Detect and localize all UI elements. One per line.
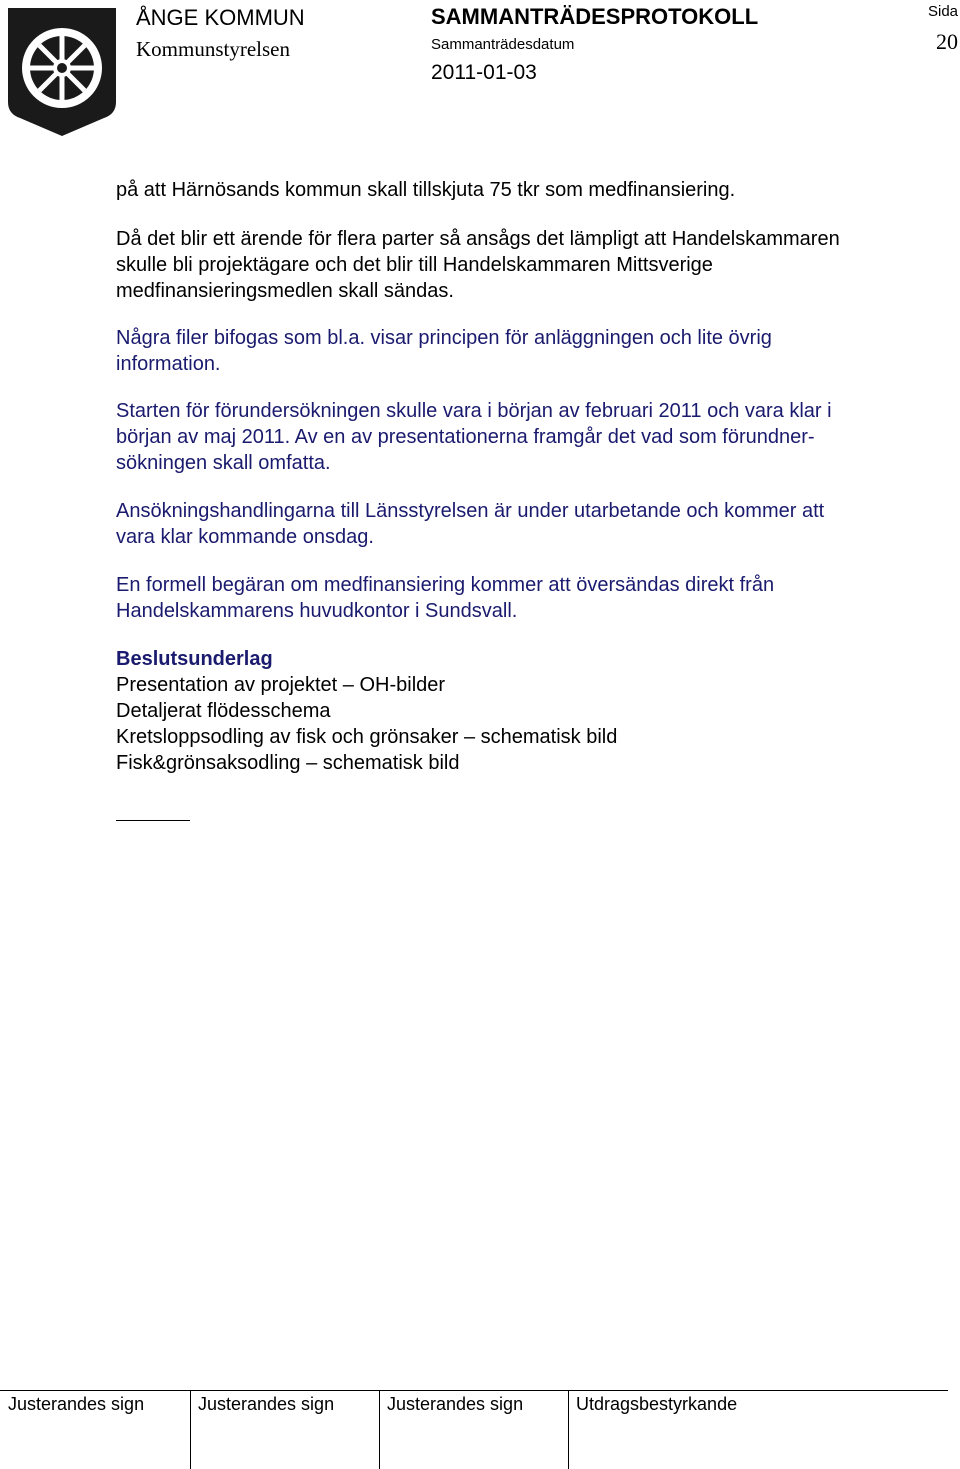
meeting-date-label: Sammanträdesdatum — [431, 36, 575, 53]
page-label: Sida — [928, 3, 959, 20]
paragraph-line: skulle bli projektägare och det blir till Handelskammaren Mittsverige — [116, 254, 713, 276]
board-name: Kommunstyrelsen — [136, 37, 290, 61]
list-item: Detaljerat flödesschema — [116, 700, 331, 722]
paragraph-line: Ansökningshandlingarna till Länsstyrelsen är under utarbetande och kommer att — [116, 500, 825, 522]
paragraph-2 — [116, 226, 840, 304]
footer-cell-signature-2 — [190, 1391, 379, 1469]
municipality-name: ÅNGE KOMMUN — [136, 5, 305, 30]
footer-cell-signature-3 — [379, 1391, 568, 1469]
paragraph-4 — [116, 398, 832, 476]
document-title: SAMMANTRÄDESPROTOKOLL — [431, 4, 759, 29]
meeting-date-value: 2011-01-03 — [431, 61, 537, 84]
paragraph-line: på att Härnösands kommun skall tillskjuta 75 tkr som medfinansiering. — [116, 179, 736, 201]
list-item: Kretsloppsodling av fisk och grönsaker – schematisk bild — [116, 726, 618, 748]
municipal-coat-of-arms-wheel-icon — [6, 6, 118, 138]
paragraph-line: information. — [116, 353, 221, 375]
paragraph-line: sökningen skall omfatta. — [116, 452, 331, 474]
footer-label: Justerandes sign — [387, 1394, 524, 1414]
footer-cell-extract-certification — [568, 1391, 948, 1469]
paragraph-line: vara klar kommande onsdag. — [116, 526, 374, 548]
paragraph-3 — [116, 325, 772, 377]
paragraph-line: medfinansieringsmedlen skall sändas. — [116, 280, 454, 302]
paragraph-line: Några filer bifogas som bl.a. visar principen för anläggningen och lite övrig — [116, 327, 772, 349]
footer-cell-signature-1 — [0, 1391, 190, 1469]
paragraph-line: Starten för förundersökningen skulle vara i början av februari 2011 och vara klar i — [116, 400, 832, 422]
list-item: Fisk&grönsaksodling – schematisk bild — [116, 752, 460, 774]
paragraph-line: En formell begäran om medfinansiering kommer att översändas direkt från — [116, 574, 775, 596]
page-number: 20 — [936, 29, 958, 54]
paragraph-line: Då det blir ett ärende för flera parter så ansågs det lämpligt att Handelskammaren — [116, 228, 840, 250]
signature-rule — [116, 820, 190, 821]
footer-label: Justerandes sign — [8, 1394, 145, 1414]
decision-basis-list — [116, 672, 617, 776]
paragraph-line: början av maj 2011. Av en av presentationerna framgår det vad som förundner- — [116, 426, 815, 448]
paragraph-1 — [116, 177, 735, 203]
decision-basis-heading: Beslutsunderlag — [116, 648, 273, 670]
paragraph-5 — [116, 498, 824, 550]
paragraph-6 — [116, 572, 774, 624]
paragraph-line: Handelskammarens huvudkontor i Sundsvall. — [116, 600, 518, 622]
footer-label: Utdragsbestyrkande — [576, 1394, 738, 1414]
list-item: Presentation av projektet – OH-bilder — [116, 674, 446, 696]
footer-label: Justerandes sign — [198, 1394, 335, 1414]
